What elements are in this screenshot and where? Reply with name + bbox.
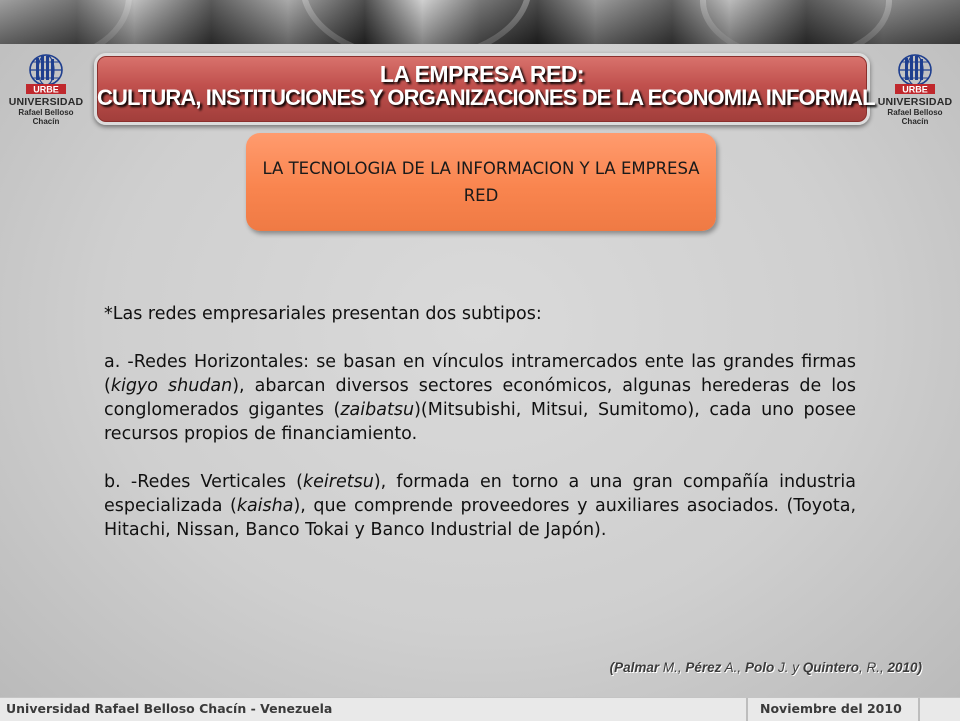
footer-date: Noviembre del 2010 [760, 701, 902, 716]
university-logo-left [4, 52, 88, 128]
slide-title-line-1: LA EMPRESA RED: [379, 61, 585, 87]
svg-text:URBE: URBE [902, 84, 928, 95]
section-subtitle-box [246, 133, 716, 231]
logo-subname: Rafael Belloso Chacín [887, 108, 943, 126]
body-text [104, 302, 856, 542]
university-logo-right [873, 52, 957, 128]
logo-name: UNIVERSIDAD [877, 96, 953, 108]
slide-title-line-2: CULTURA, INSTITUCIONES Y ORGANIZACIONES DE LA ECONOMIA INFORMAL [97, 85, 875, 110]
globe-logo-icon [20, 52, 72, 96]
footer-bar [0, 697, 960, 721]
globe-logo-icon [889, 52, 941, 96]
paragraph-vertical-networks: b. -Redes Verticales (keiretsu), formada en torno a una gran compañía industria especializada (kaisha), que comprende proveedores y auxiliares asociados. (Toyota, Hitachi, Nissan, Banco Tokai y Banco Industrial de Japón). [104, 472, 857, 540]
header-photo-band [0, 0, 960, 44]
footer-institution: Universidad Rafael Belloso Chacín - Venezuela [6, 701, 333, 716]
paragraph-horizontal-networks: a. -Redes Horizontales: se basan en vínculos intramercados ente las grandes firmas (kigyo shudan), abarcan diversos sectores económicos, algunas herederas de los conglomerados gigantes (zaibatsu)(Mitsubishi, Mitsui, Sumitomo), cada uno posee recursos propios de financiamiento. [104, 352, 856, 444]
logo-subname: Rafael Belloso Chacín [18, 108, 74, 126]
footer-divider [746, 698, 748, 721]
citation: (Palmar M., Pérez A., Polo J. y Quintero, R., 2010) [609, 660, 922, 675]
intro-paragraph: *Las redes empresariales presentan dos subtipos: [104, 304, 542, 324]
logo-name: UNIVERSIDAD [8, 96, 84, 108]
slide-title-box [94, 53, 875, 125]
footer-divider [918, 698, 920, 721]
section-subtitle: LA TECNOLOGIA DE LA INFORMACION Y LA EMPRESA RED [262, 159, 700, 205]
svg-text:URBE: URBE [33, 84, 59, 95]
